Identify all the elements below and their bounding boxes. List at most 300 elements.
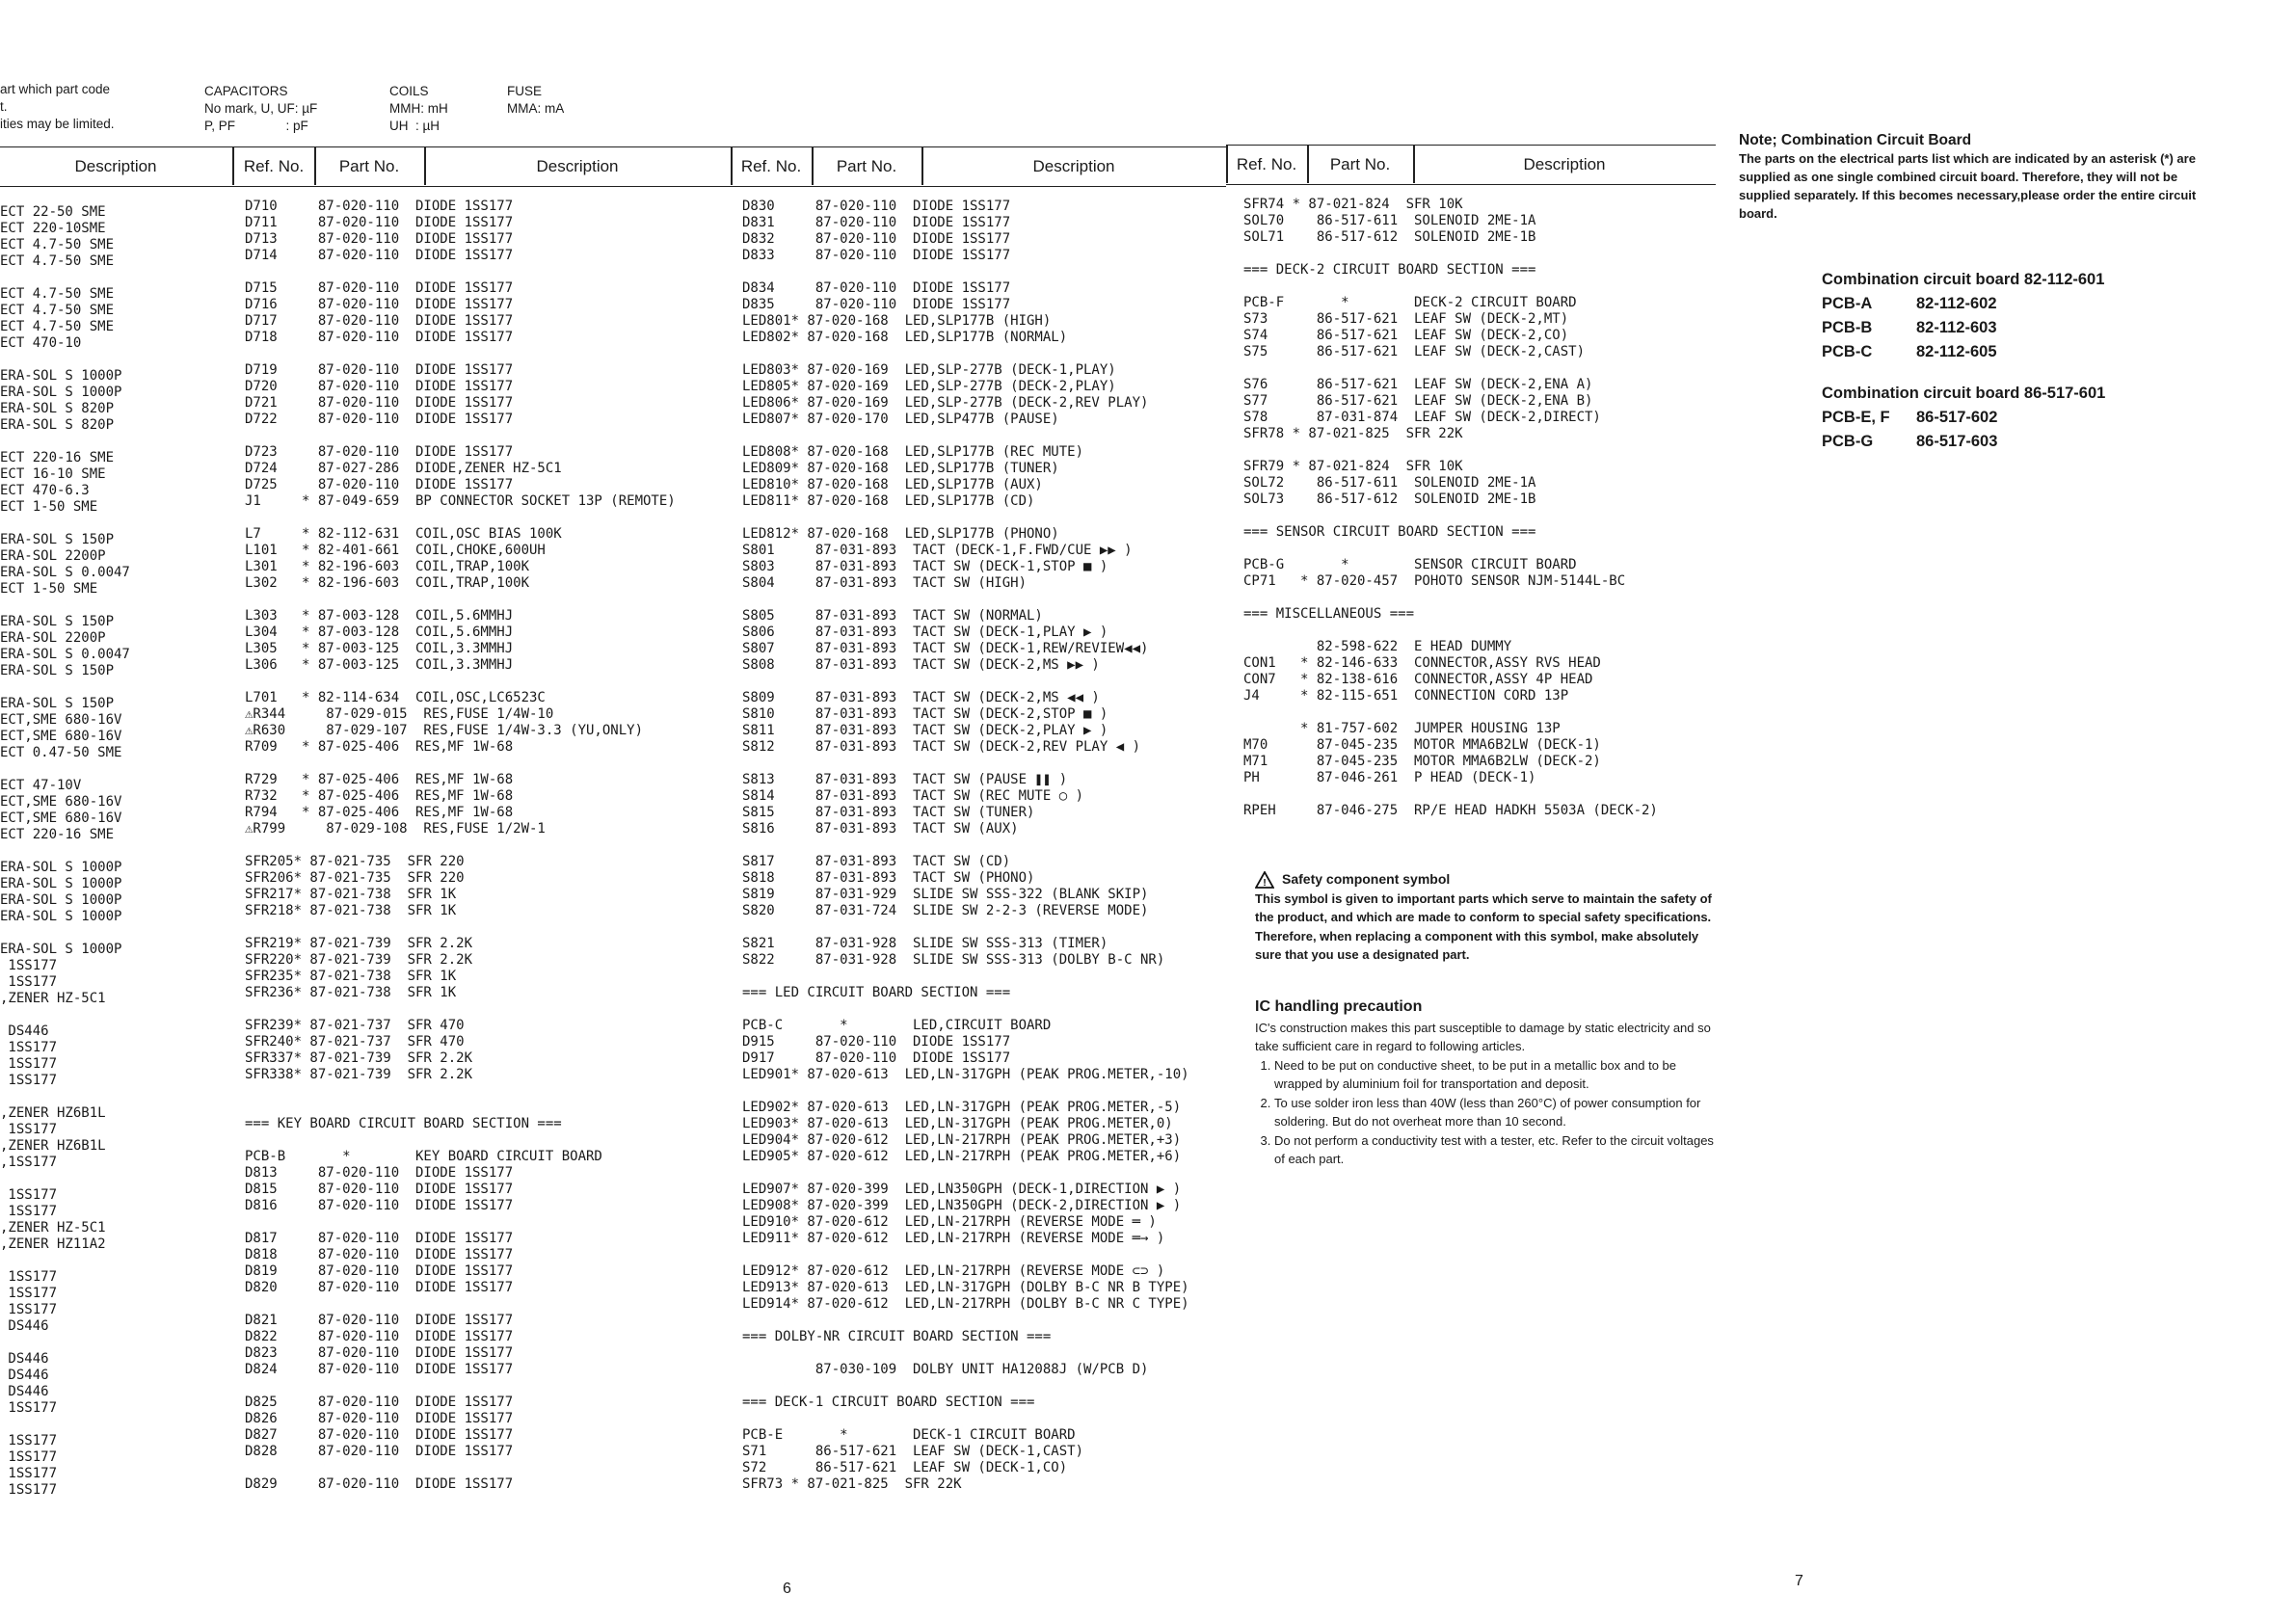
part-row: L701 * 82-114-634 COIL,OSC,LC6523C	[245, 690, 546, 705]
row-gap	[742, 1411, 1189, 1427]
row-gap	[245, 1001, 676, 1018]
part-row: R729 * 87-025-406 RES,MF 1W-68	[245, 772, 514, 787]
part-row: D716 87-020-110 DIODE 1SS177	[245, 297, 514, 312]
column-header-ref: Ref. No.	[1236, 155, 1297, 173]
row-gap	[245, 1460, 676, 1476]
row-gap	[742, 1247, 1189, 1263]
part-row: 1SS177	[0, 1400, 58, 1416]
combo-row	[1822, 340, 2104, 364]
row-gap	[0, 352, 130, 368]
part-row: SFR74 * 87-021-824 SFR 10K	[1243, 197, 1463, 212]
part-row: RPEH 87-046-275 RP/E HEAD HADKH 5503A (DECK-2)	[1243, 803, 1658, 818]
combo-row	[1822, 316, 2104, 340]
part-row: LED803* 87-020-169 LED,SLP-277B (DECK-1,PLAY)	[742, 362, 1116, 378]
row-gap	[245, 674, 676, 690]
row-gap	[245, 592, 676, 608]
part-row: D827 87-020-110 DIODE 1SS177	[245, 1427, 514, 1443]
pcb-code: 82-112-603	[1916, 319, 1997, 336]
row-gap	[0, 761, 130, 778]
part-row: 1SS177	[0, 1187, 58, 1203]
parts-table-header-right	[1226, 145, 1716, 185]
part-row: D824 87-020-110 DIODE 1SS177	[245, 1362, 514, 1377]
part-row: CON1 * 82-146-633 CONNECTOR,ASSY RVS HEAD	[1243, 655, 1601, 671]
part-row: LED904* 87-020-612 LED,LN-217RPH (PEAK PROG.METER,+3)	[742, 1132, 1182, 1148]
part-row: D828 87-020-110 DIODE 1SS177	[245, 1444, 514, 1459]
part-row: ECT 4.7-50 SME	[0, 286, 115, 302]
part-row: D822 87-020-110 DIODE 1SS177	[245, 1329, 514, 1344]
part-row: PCB-B * KEY BOARD CIRCUIT BOARD	[245, 1149, 602, 1164]
divider	[1307, 145, 1309, 183]
part-row: ECT 1-50 SME	[0, 581, 98, 597]
part-row: LED902* 87-020-613 LED,LN-317GPH (PEAK PROG.METER,-5)	[742, 1100, 1182, 1115]
row-gap	[245, 346, 676, 362]
part-row: ERA-SOL S 150P	[0, 663, 115, 678]
row-gap	[742, 1345, 1189, 1362]
part-row: PH 87-046-261 P HEAD (DECK-1)	[1243, 770, 1536, 785]
section-heading: === KEY BOARD CIRCUIT BOARD SECTION ===	[245, 1116, 562, 1131]
part-row: SFR235* 87-021-738 SFR 1K	[245, 969, 457, 984]
part-row: ERA-SOL S 150P	[0, 532, 115, 547]
part-row: LED811* 87-020-168 LED,SLP177B (CD)	[742, 493, 1035, 509]
row-gap	[245, 837, 676, 854]
row-gap	[1243, 786, 1658, 803]
row-gap	[0, 925, 130, 942]
pcb-label: PCB-G	[1822, 433, 1874, 450]
divider	[812, 146, 814, 185]
part-row: LED806* 87-020-169 LED,SLP-277B (DECK-2,REV PLAY)	[742, 395, 1149, 411]
parts-column-1	[245, 199, 676, 1493]
part-row: 1SS177	[0, 974, 58, 990]
pcb-label: PCB-C	[1822, 343, 1873, 360]
part-row: D721 87-020-110 DIODE 1SS177	[245, 395, 514, 411]
part-row: ECT,SME 680-16V	[0, 794, 122, 810]
row-gap	[1243, 279, 1658, 295]
part-row: L304 * 87-003-128 COIL,5.6MMHJ	[245, 624, 514, 640]
part-row: D833 87-020-110 DIODE 1SS177	[742, 248, 1011, 263]
part-row: D817 87-020-110 DIODE 1SS177	[245, 1231, 514, 1246]
part-row: 82-598-622 E HEAD DUMMY	[1243, 639, 1512, 654]
part-row: 1SS177	[0, 1286, 58, 1301]
part-row: ,ZENER HZ11A2	[0, 1236, 106, 1252]
part-row: L303 * 87-003-128 COIL,5.6MMHJ	[245, 608, 514, 624]
warning-triangle-icon	[1255, 871, 1274, 889]
part-row: D825 87-020-110 DIODE 1SS177	[245, 1395, 514, 1410]
part-row: L302 * 82-196-603 COIL,TRAP,100K	[245, 575, 530, 591]
row-gap	[245, 1132, 676, 1149]
part-row: LED914* 87-020-612 LED,LN-217RPH (DOLBY B-C NR C TYPE)	[742, 1296, 1189, 1312]
row-gap	[245, 510, 676, 526]
part-row: L306 * 87-003-125 COIL,3.3MMHJ	[245, 657, 514, 673]
part-row: L301 * 82-196-603 COIL,TRAP,100K	[245, 559, 530, 574]
part-row: ERA-SOL S 1000P	[0, 909, 122, 924]
combo-row	[1822, 292, 2104, 316]
divider	[1226, 145, 1228, 183]
part-row: ERA-SOL S 150P	[0, 614, 115, 629]
part-row: ⚠R344 87-029-015 RES,FUSE 1/4W-10	[245, 706, 554, 722]
part-row: S817 87-031-893 TACT SW (CD)	[742, 854, 1011, 869]
part-row: S805 87-031-893 TACT SW (NORMAL)	[742, 608, 1043, 624]
part-row: LED808* 87-020-168 LED,SLP177B (REC MUTE)	[742, 444, 1084, 460]
part-row: L305 * 87-003-125 COIL,3.3MMHJ	[245, 641, 514, 656]
legend-left-line: art which part code	[0, 82, 111, 96]
part-row: ERA-SOL S 1000P	[0, 368, 122, 384]
combination-board-2	[1822, 382, 2105, 454]
row-gap	[0, 1335, 130, 1351]
fuse-unit-1: MMA: mA	[507, 101, 565, 116]
part-row: SFR73 * 87-021-825 SFR 22K	[742, 1476, 962, 1492]
row-gap	[0, 516, 130, 532]
part-row: S75 86-517-621 LEAF SW (DECK-2,CAST)	[1243, 344, 1586, 359]
fuse-title: FUSE	[507, 84, 543, 98]
part-row: D832 87-020-110 DIODE 1SS177	[742, 231, 1011, 247]
part-row: LED810* 87-020-168 LED,SLP177B (AUX)	[742, 477, 1043, 492]
parts-column-0	[0, 204, 130, 1499]
row-gap	[0, 598, 130, 614]
row-gap	[742, 756, 1189, 772]
column-header-part: Part No.	[836, 157, 897, 175]
safety-title: Safety component symbol	[1282, 871, 1451, 887]
part-row: R709 * 87-025-406 RES,MF 1W-68	[245, 739, 514, 755]
part-row: D915 87-020-110 DIODE 1SS177	[742, 1034, 1011, 1050]
part-row: ERA-SOL S 1000P	[0, 385, 122, 400]
part-row: CON7 * 82-138-616 CONNECTOR,ASSY 4P HEAD	[1243, 672, 1593, 687]
part-row: D722 87-020-110 DIODE 1SS177	[245, 412, 514, 427]
part-row: S72 86-517-621 LEAF SW (DECK-1,CO)	[742, 1460, 1068, 1475]
note-body: The parts on the electrical parts list which are indicated by an asterisk (*) are supplied as one single combined circuit board. Therefore, they will not be supplied separately. If this becomes necessary,please order the entire circuit board.	[1739, 151, 2197, 221]
combo-row	[1822, 430, 2105, 454]
part-row: LED807* 87-020-170 LED,SLP477B (PAUSE)	[742, 412, 1059, 427]
row-gap	[245, 919, 676, 936]
section-heading: === SENSOR CIRCUIT BOARD SECTION ===	[1243, 524, 1536, 540]
column-header-description: Description	[1523, 155, 1606, 173]
column-header-description: Description	[1032, 157, 1115, 175]
ic-intro: IC's construction makes this part susceptible to damage by static electricity and so take sufficient care in regard to following articles.	[1255, 1020, 1711, 1053]
section-heading: === MISCELLANEOUS ===	[1243, 606, 1415, 622]
part-row: ERA-SOL S 820P	[0, 401, 115, 416]
row-gap	[742, 264, 1189, 280]
row-gap	[742, 674, 1189, 690]
row-gap	[0, 434, 130, 450]
legend-capacitors	[204, 83, 317, 135]
part-row: D816 87-020-110 DIODE 1SS177	[245, 1198, 514, 1213]
row-gap	[245, 1296, 676, 1313]
column-header-ref: Ref. No.	[243, 157, 305, 175]
part-row: DS446	[0, 1368, 49, 1383]
part-row: D711 87-020-110 DIODE 1SS177	[245, 215, 514, 230]
parts-column-3	[1243, 197, 1658, 819]
part-row: SOL73 86-517-612 SOLENOID 2ME-1B	[1243, 492, 1536, 507]
part-row: ECT 220-10SME	[0, 221, 106, 236]
part-row: SFR219* 87-021-739 SFR 2.2K	[245, 936, 473, 951]
row-gap	[0, 843, 130, 860]
row-gap	[0, 679, 130, 696]
part-row: D719 87-020-110 DIODE 1SS177	[245, 362, 514, 378]
part-row: D714 87-020-110 DIODE 1SS177	[245, 248, 514, 263]
part-row: ECT,SME 680-16V	[0, 729, 122, 744]
capacitors-unit-1: No mark, U, UF: µF	[204, 101, 318, 116]
part-row: LED905* 87-020-612 LED,LN-217RPH (PEAK PROG.METER,+6)	[742, 1149, 1182, 1164]
part-row: S78 87-031-874 LEAF SW (DECK-2,DIRECT)	[1243, 410, 1601, 425]
part-row: S820 87-031-724 SLIDE SW 2-2-3 (REVERSE MODE)	[742, 903, 1149, 918]
part-row: S806 87-031-893 TACT SW (DECK-1,PLAY ▶ )	[742, 624, 1108, 640]
part-row: ECT 4.7-50 SME	[0, 303, 115, 318]
part-row: 1SS177	[0, 1449, 58, 1465]
part-row: LED802* 87-020-168 LED,SLP177B (NORMAL)	[742, 330, 1068, 345]
part-row: LED913* 87-020-613 LED,LN-317GPH (DOLBY B-C NR B TYPE)	[742, 1280, 1189, 1295]
part-row: D725 87-020-110 DIODE 1SS177	[245, 477, 514, 492]
column-header-ref: Ref. No.	[740, 157, 802, 175]
part-row: DS446	[0, 1384, 49, 1399]
coils-unit-2: UH : µH	[389, 119, 441, 133]
part-row: 1SS177	[0, 1122, 58, 1137]
part-row: SFR79 * 87-021-824 SFR 10K	[1243, 459, 1463, 474]
legend-left-line: t.	[0, 99, 8, 114]
row-gap	[245, 1378, 676, 1395]
divider	[731, 146, 733, 185]
part-row: S804 87-031-893 TACT SW (HIGH)	[742, 575, 1028, 591]
part-row: 87-030-109 DOLBY UNIT HA12088J (W/PCB D)	[742, 1362, 1149, 1377]
part-row: SFR217* 87-021-738 SFR 1K	[245, 887, 457, 902]
part-row: SFR218* 87-021-738 SFR 1K	[245, 903, 457, 918]
part-row: S73 86-517-621 LEAF SW (DECK-2,MT)	[1243, 311, 1569, 327]
part-row: SFR240* 87-021-737 SFR 470	[245, 1034, 465, 1050]
part-row: D917 87-020-110 DIODE 1SS177	[742, 1050, 1011, 1066]
part-row: 1SS177	[0, 1466, 58, 1481]
part-row: DS446	[0, 1023, 49, 1039]
part-row: S819 87-031-929 SLIDE SW SSS-322 (BLANK SKIP)	[742, 887, 1149, 902]
part-row: PCB-C * LED,CIRCUIT BOARD	[742, 1018, 1052, 1033]
row-gap	[742, 919, 1189, 936]
ic-item: 3. Do not perform a conductivity test with a tester, etc. Refer to the circuit voltages of each part.	[1274, 1131, 1723, 1169]
part-row: 1SS177	[0, 1482, 58, 1498]
page-number-left: 6	[783, 1581, 791, 1597]
part-row: LED809* 87-020-168 LED,SLP177B (TUNER)	[742, 461, 1059, 476]
row-gap	[1243, 623, 1658, 639]
row-gap	[742, 837, 1189, 854]
safety-body: This symbol is given to important parts which serve to maintain the safety of the product, and which are made to conform to special safety specifications. Therefore, when replacing a component with this symbol, make absolutely sure that you use a designated part.	[1255, 890, 1712, 962]
part-row: R732 * 87-025-406 RES,MF 1W-68	[245, 788, 514, 804]
parts-table-header	[0, 146, 1226, 187]
part-row: PCB-F * DECK-2 CIRCUIT BOARD	[1243, 295, 1577, 310]
part-row: ,ZENER HZ-5C1	[0, 991, 106, 1006]
part-row: SFR205* 87-021-735 SFR 220	[245, 854, 465, 869]
row-gap	[1243, 246, 1658, 262]
row-gap	[1243, 442, 1658, 459]
part-row: 1SS177	[0, 1204, 58, 1219]
row-gap	[742, 1001, 1189, 1018]
row-gap	[742, 346, 1189, 362]
part-row: ERA-SOL 2200P	[0, 548, 106, 564]
part-row: PCB-E * DECK-1 CIRCUIT BOARD	[742, 1427, 1076, 1443]
part-row: D821 87-020-110 DIODE 1SS177	[245, 1313, 514, 1328]
ic-title: IC handling precaution	[1255, 998, 1423, 1015]
pcb-code: 86-517-603	[1916, 433, 1998, 450]
part-row: LED912* 87-020-612 LED,LN-217RPH (REVERSE MODE ⊂⊃ )	[742, 1263, 1165, 1279]
pcb-code: 82-112-602	[1916, 295, 1997, 312]
combo-title: Combination circuit board 82-112-601	[1822, 271, 2105, 288]
pcb-code: 86-517-602	[1916, 409, 1998, 426]
note-title: Note; Combination Circuit Board	[1739, 132, 1972, 148]
section-heading: === LED CIRCUIT BOARD SECTION ===	[742, 985, 1011, 1000]
row-gap	[742, 592, 1189, 608]
part-row: D834 87-020-110 DIODE 1SS177	[742, 280, 1011, 296]
legend-fuse	[507, 83, 564, 118]
part-row: D829 87-020-110 DIODE 1SS177	[245, 1476, 514, 1492]
safety-section	[1255, 870, 1718, 965]
part-row: L7 * 82-112-631 COIL,OSC BIAS 100K	[245, 526, 562, 542]
divider	[232, 146, 234, 185]
part-row: ,1SS177	[0, 1155, 58, 1170]
pcb-code: 82-112-605	[1916, 343, 1997, 360]
part-row: S77 86-517-621 LEAF SW (DECK-2,ENA B)	[1243, 393, 1593, 409]
part-row: SFR338* 87-021-739 SFR 2.2K	[245, 1067, 473, 1082]
part-row: D813 87-020-110 DIODE 1SS177	[245, 1165, 514, 1181]
part-row: SFR239* 87-021-737 SFR 470	[245, 1018, 465, 1033]
column-header-description: Description	[536, 157, 619, 175]
pcb-label: PCB-B	[1822, 319, 1873, 336]
divider	[424, 146, 426, 185]
row-gap	[742, 428, 1189, 444]
row-gap	[742, 1165, 1189, 1182]
part-row: S814 87-031-893 TACT SW (REC MUTE ○ )	[742, 788, 1084, 804]
part-row: ECT 0.47-50 SME	[0, 745, 122, 760]
part-row: 1SS177	[0, 1433, 58, 1448]
part-row: J4 * 82-115-651 CONNECTION CORD 13P	[1243, 688, 1569, 704]
part-row: J1 * 87-049-659 BP CONNECTOR SOCKET 13P (REMOTE)	[245, 493, 676, 509]
part-row: S816 87-031-893 TACT SW (AUX)	[742, 821, 1019, 837]
part-row: S74 86-517-621 LEAF SW (DECK-2,CO)	[1243, 328, 1569, 343]
part-row: ECT 220-16 SME	[0, 450, 115, 465]
row-gap	[245, 756, 676, 772]
row-gap	[1243, 590, 1658, 606]
legend-left	[0, 81, 115, 133]
part-row: 1SS177	[0, 1040, 58, 1055]
part-row: LED901* 87-020-613 LED,LN-317GPH (PEAK PROG.METER,-10)	[742, 1067, 1189, 1082]
part-row: D823 87-020-110 DIODE 1SS177	[245, 1345, 514, 1361]
row-gap	[245, 1100, 676, 1116]
part-row: SFR206* 87-021-735 SFR 220	[245, 870, 465, 886]
combination-note	[1739, 131, 2202, 223]
part-row: ECT 470-10	[0, 335, 82, 351]
part-row: 1SS177	[0, 1073, 58, 1088]
part-row: LED805* 87-020-169 LED,SLP-277B (DECK-2,PLAY)	[742, 379, 1116, 394]
part-row: ECT 47-10V	[0, 778, 82, 793]
row-gap	[742, 1313, 1189, 1329]
part-row: ECT 16-10 SME	[0, 466, 106, 482]
part-row: S813 87-031-893 TACT SW (PAUSE ❚❚ )	[742, 772, 1068, 787]
part-row: D724 87-027-286 DIODE,ZENER HZ-5C1	[245, 461, 562, 476]
part-row: LED911* 87-020-612 LED,LN-217RPH (REVERSE MODE ═→ )	[742, 1231, 1165, 1246]
row-gap	[0, 1417, 130, 1433]
part-row: S76 86-517-621 LEAF SW (DECK-2,ENA A)	[1243, 377, 1593, 392]
capacitors-title: CAPACITORS	[204, 84, 288, 98]
part-row: SOL70 86-517-611 SOLENOID 2ME-1A	[1243, 213, 1536, 228]
part-row: D819 87-020-110 DIODE 1SS177	[245, 1263, 514, 1279]
part-row: LED910* 87-020-612 LED,LN-217RPH (REVERSE MODE ═ )	[742, 1214, 1157, 1230]
row-gap	[1243, 541, 1658, 557]
part-row: ECT,SME 680-16V	[0, 810, 122, 826]
part-row: ERA-SOL S 150P	[0, 696, 115, 711]
part-row: D826 87-020-110 DIODE 1SS177	[245, 1411, 514, 1426]
part-row: ,ZENER HZ6B1L	[0, 1138, 106, 1154]
column-header-part: Part No.	[338, 157, 400, 175]
ic-handling-section	[1255, 997, 1723, 1169]
part-row: SFR337* 87-021-739 SFR 2.2K	[245, 1050, 473, 1066]
ic-item: 2. To use solder iron less than 40W (less than 260°C) of power consumption for soldering. But do not overheat more than 10 second.	[1274, 1094, 1723, 1131]
part-row: D820 87-020-110 DIODE 1SS177	[245, 1280, 514, 1295]
section-heading: === DECK-2 CIRCUIT BOARD SECTION ===	[1243, 262, 1536, 278]
part-row: SFR236* 87-021-738 SFR 1K	[245, 985, 457, 1000]
part-row: D717 87-020-110 DIODE 1SS177	[245, 313, 514, 329]
row-gap	[742, 1378, 1189, 1395]
part-row: L101 * 82-401-661 COIL,CHOKE,600UH	[245, 543, 546, 558]
combination-board-1	[1822, 268, 2104, 364]
row-gap	[245, 428, 676, 444]
combo-row	[1822, 406, 2105, 430]
capacitors-unit-2: P, PF : pF	[204, 119, 308, 133]
part-row: ,ZENER HZ6B1L	[0, 1105, 106, 1121]
part-row: ERA-SOL S 1000P	[0, 942, 122, 957]
row-gap	[0, 1007, 130, 1023]
part-row: CP71 * 87-020-457 POHOTO SENSOR NJM-5144L-BC	[1243, 573, 1626, 589]
parts-column-2	[742, 199, 1189, 1493]
coils-unit-1: MMH: mH	[389, 101, 448, 116]
part-row: S71 86-517-621 LEAF SW (DECK-1,CAST)	[742, 1444, 1084, 1459]
divider	[921, 146, 923, 185]
part-row: ECT 470-6.3	[0, 483, 90, 498]
part-row: D818 87-020-110 DIODE 1SS177	[245, 1247, 514, 1262]
part-row: SFR220* 87-021-739 SFR 2.2K	[245, 952, 473, 968]
ic-item: 1. Need to be put on conductive sheet, to be put in a metallic box and to be wrapped by aluminium foil for transportation and deposit.	[1274, 1056, 1723, 1094]
row-gap	[742, 1083, 1189, 1100]
part-row: ERA-SOL S 820P	[0, 417, 115, 433]
part-row: S811 87-031-893 TACT SW (DECK-2,PLAY ▶ )	[742, 723, 1108, 738]
column-header-part: Part No.	[1329, 155, 1391, 173]
part-row: M71 87-045-235 MOTOR MMA6B2LW (DECK-2)	[1243, 754, 1601, 769]
divider	[1413, 145, 1415, 183]
part-row: ECT,SME 680-16V	[0, 712, 122, 728]
part-row: PCB-G * SENSOR CIRCUIT BOARD	[1243, 557, 1577, 572]
part-row: DS446	[0, 1351, 49, 1367]
part-row: LED812* 87-020-168 LED,SLP177B (PHONO)	[742, 526, 1059, 542]
part-row: S809 87-031-893 TACT SW (DECK-2,MS ◀◀ )	[742, 690, 1100, 705]
part-row: S801 87-031-893 TACT (DECK-1,F.FWD/CUE ▶▶ )	[742, 543, 1133, 558]
divider	[314, 146, 316, 185]
part-row: 1SS177	[0, 1056, 58, 1072]
ic-list	[1255, 1056, 1723, 1169]
part-row: ⚠R799 87-029-108 RES,FUSE 1/2W-1	[245, 821, 546, 837]
pcb-label: PCB-E, F	[1822, 409, 1890, 426]
coils-title: COILS	[389, 84, 429, 98]
part-row: M70 87-045-235 MOTOR MMA6B2LW (DECK-1)	[1243, 737, 1601, 753]
part-row: S815 87-031-893 TACT SW (TUNER)	[742, 805, 1035, 820]
part-row: S818 87-031-893 TACT SW (PHONO)	[742, 870, 1035, 886]
row-gap	[0, 1171, 130, 1187]
part-row: SOL72 86-517-611 SOLENOID 2ME-1A	[1243, 475, 1536, 491]
part-row: SFR78 * 87-021-825 SFR 22K	[1243, 426, 1463, 441]
part-row: ERA-SOL S 1000P	[0, 860, 122, 875]
svg-text:!: !	[1263, 877, 1267, 889]
part-row: ECT 4.7-50 SME	[0, 319, 115, 334]
part-row: D713 87-020-110 DIODE 1SS177	[245, 231, 514, 247]
part-row: ECT 220-16 SME	[0, 827, 115, 842]
part-row: ,ZENER HZ-5C1	[0, 1220, 106, 1236]
row-gap	[1243, 704, 1658, 721]
part-row: D718 87-020-110 DIODE 1SS177	[245, 330, 514, 345]
legend-coils	[389, 83, 448, 135]
part-row: D710 87-020-110 DIODE 1SS177	[245, 199, 514, 214]
row-gap	[742, 510, 1189, 526]
